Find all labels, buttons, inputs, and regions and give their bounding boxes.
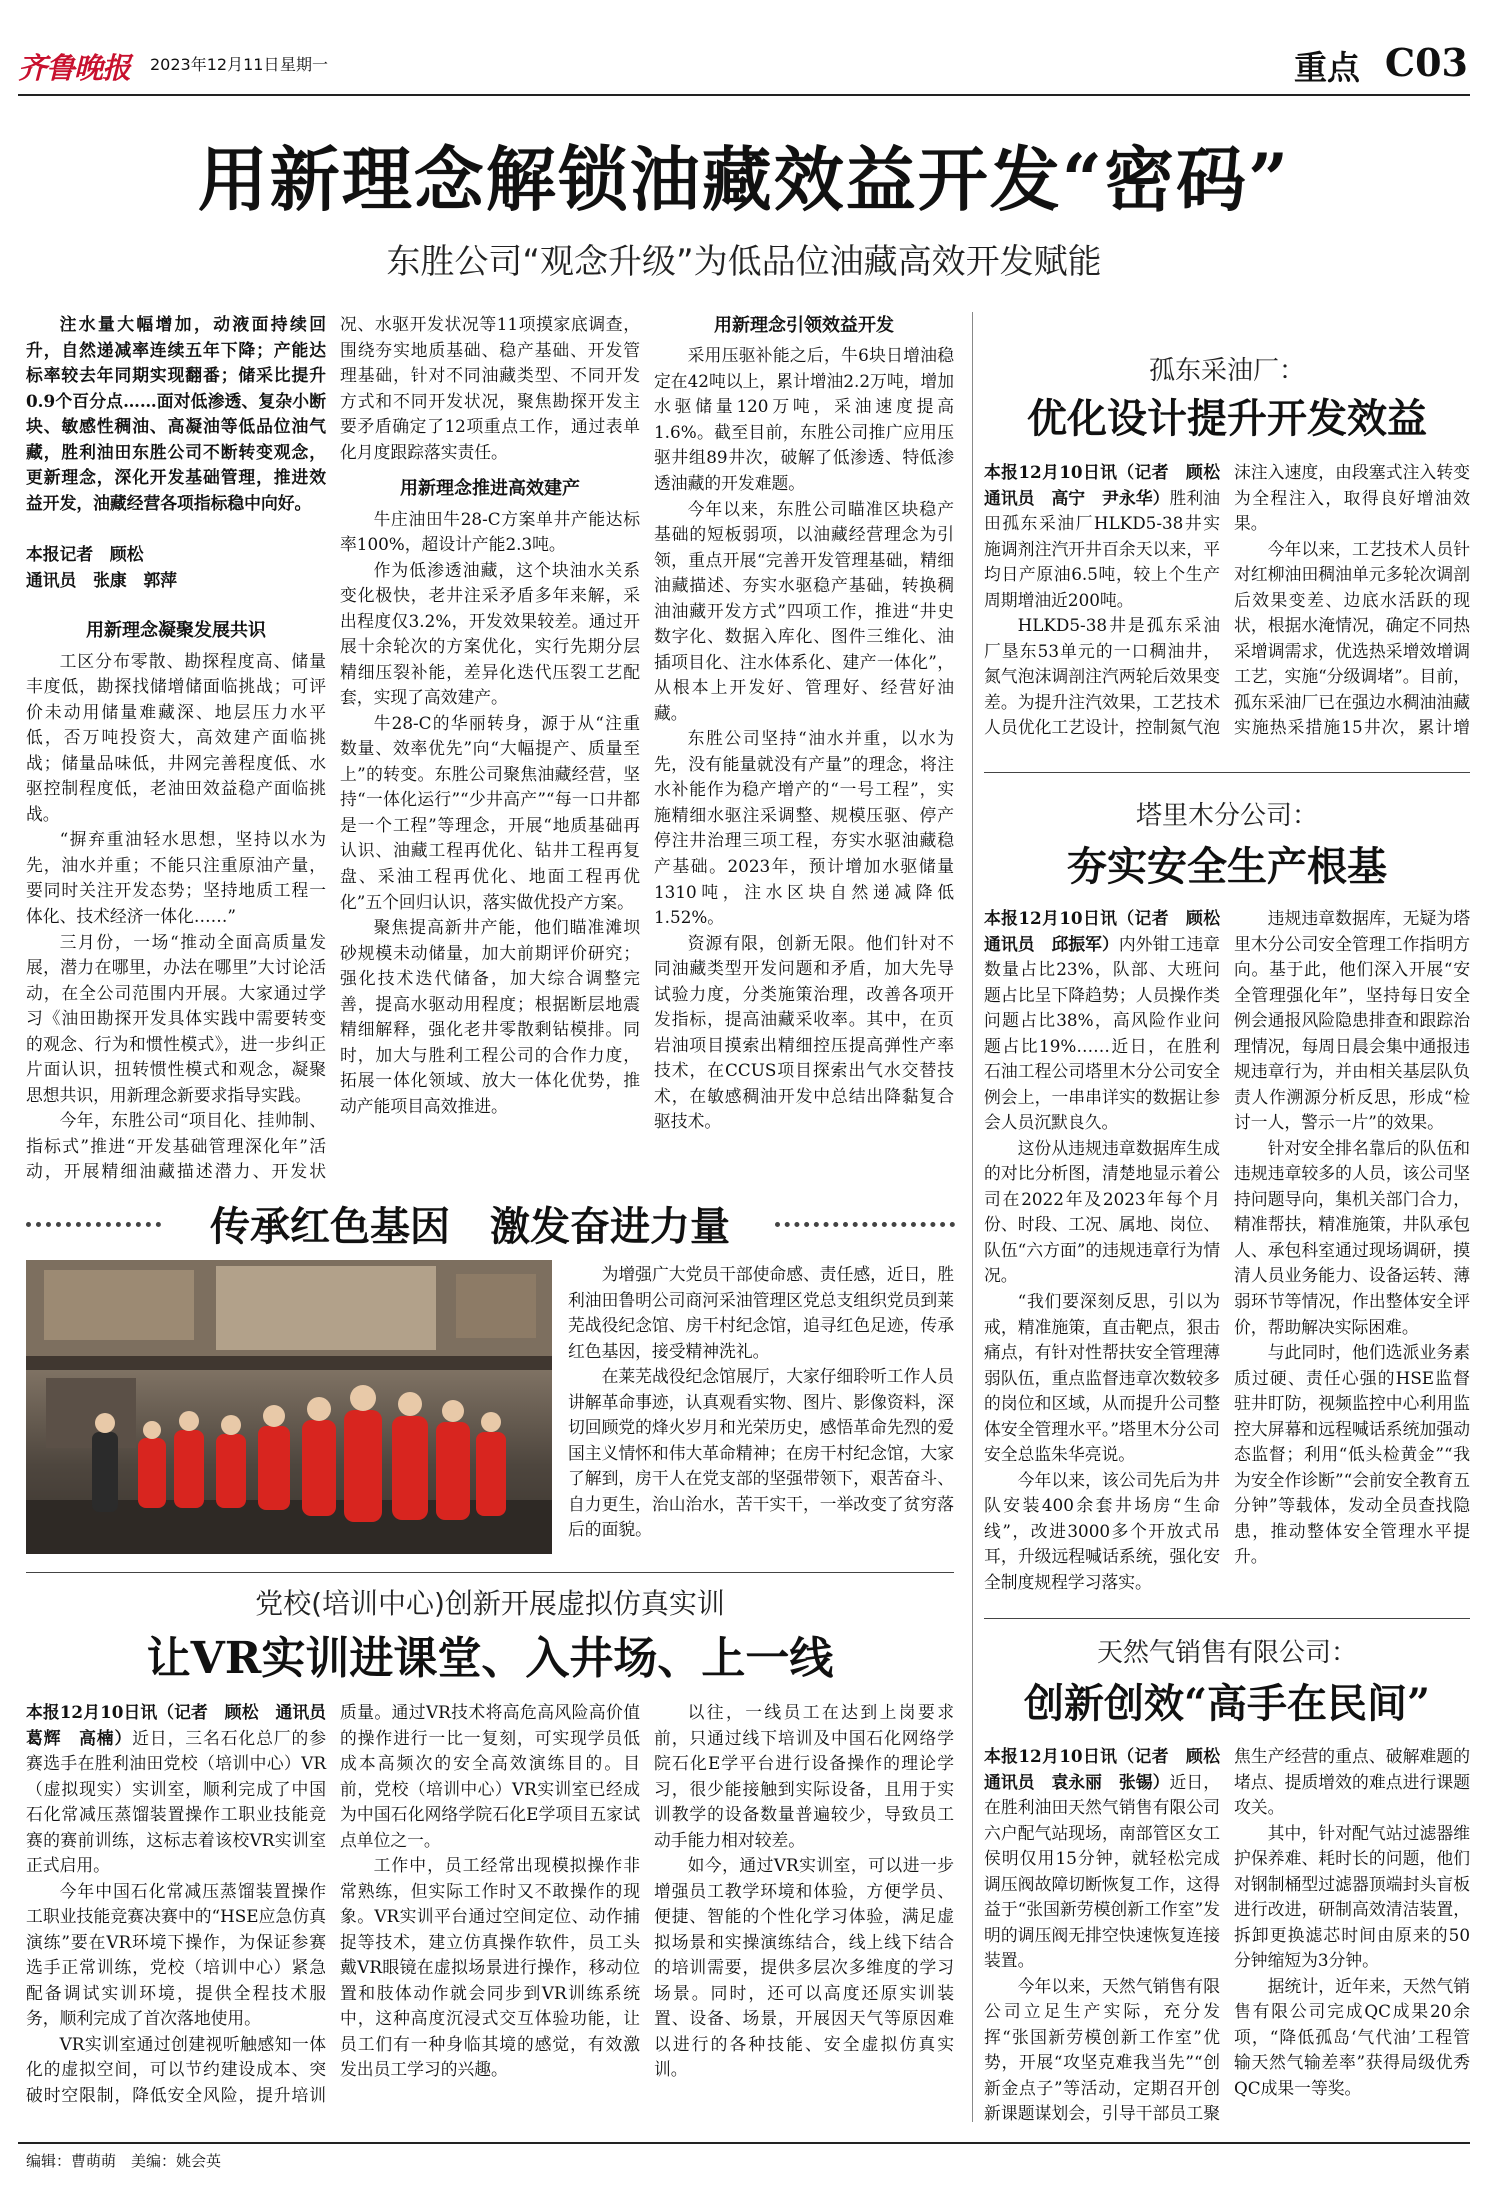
lead-headline: 用新理念解锁油藏效益开发“密码” bbox=[197, 138, 1291, 221]
section-rule bbox=[984, 1618, 1470, 1619]
talimu-headline: 夯实安全生产根基 bbox=[1067, 843, 1387, 890]
paragraph: 今年以来，天然气销售有限公司立足生产实际，充分发挥“张国新劳模创新工作室”优势，开展“攻坚克难我当先”“创新金点子”等活动，定期召开创新课题谋划会，引导干部员工聚焦生产经营的重点、破解难题的堵点、提质增效的难点进行课题攻关。 bbox=[984, 1746, 1470, 2124]
paragraph: 三月份，一场“推动全面高质量发展，潜力在哪里，办法在哪里”大讨论活动，在全公司范围内开展。大家通过学习《油田勘探开发具体实践中需要转变的观念、行为和惯性模式》，进一步纠正片面认识，扭转惯性模式和观念，凝聚思想共识，用新理念新要求指导实践。 bbox=[26, 931, 326, 1105]
gudong-headline: 优化设计提升开发效益 bbox=[1027, 395, 1427, 442]
issue-date: 2023年12月11日 bbox=[150, 55, 280, 74]
paragraph: 今年中国石化常减压蒸馏装置操作工职业技能竞赛决赛中的“HSE应急仿真演练”要在VR环境下操作，为保证参赛选手正常训练，党校（培训中心）紧急配备调试实训环境，提供全程技术服务，顺利完成了首次落地使用。 bbox=[26, 1880, 326, 2029]
vr-kicker: 党校(培训中心)创新开展虚拟仿真实训 bbox=[255, 1587, 725, 1620]
gudong-dateline: 本报12月10日讯（记者 顾松 通讯员 高宁 尹永华） bbox=[984, 462, 1237, 508]
paragraph: 牛庄油田牛28-C方案单井产能达标率100%，超设计产能2.3吨。 bbox=[340, 508, 640, 555]
paragraph: 据统计，近年来，天然气销售有限公司完成QC成果20余项，“降低孤岛‘气代油’工程管输天然气输差率”获得局级优秀QC成果一等奖。 bbox=[1234, 1975, 1470, 2098]
lead-byline-reporter: 本报记者 顾松 bbox=[26, 544, 144, 565]
paragraph: 聚焦提高新井产能，他们瞄准滩坝砂规模未动储量，加大前期评价研究；强化技术迭代储备，加大综合调整完善，提高水驱动用程度；根据断层地震精细解释，强化老井零散剩钻模排。同时，加大与胜利工程公司的合作力度，拓展一体化领域、放大一体化优势，推动产能项目高效推进。 bbox=[340, 917, 640, 1116]
paragraph: 针对安全排名靠后的队伍和违规违章较多的人员，该公司坚持问题导向，集机关部门合力，精准帮扶，精准施策，井队承包人、承包科室通过现场调研，摸清人员业务能力、设备运转、薄弱环节等情况，作出整体安全评价，帮助解决实际困难。 bbox=[1234, 1137, 1470, 1337]
paragraph: 东胜公司坚持“油水并重，以水为先，没有能量就没有产量”的理念，将注水补能作为稳产增产的“一号工程”，实施精细水驱注采调整、规模压驱、停产停注井治理三项工程，夯实水驱油藏稳产基础。2023年，预计增加水驱储量1310吨，注水区块自然递减降低1.52%。 bbox=[654, 728, 954, 928]
masthead-rule bbox=[18, 94, 1470, 96]
lead-article bbox=[26, 312, 954, 1197]
paragraph: 工作中，员工经常出现模拟操作非常熟练，但实际工作时又不敢操作的现象。VR实训平台通过空间定位、动作捕捉等技术，建立仿真操作软件，员工头戴VR眼镜在虚拟场景进行操作，移动位置和肢体动作就会同步到VR训练系统中，这种高度沉浸式交互体验功能，让员工们有一种身临其境的感觉，有效激发出员工学习的兴趣。 bbox=[340, 1855, 640, 2080]
red-headline: 传承红色基因 激发奋进力量 bbox=[210, 1203, 730, 1250]
paragraph: 作为低渗透油藏，这个块油水关系变化极快，老井注采矛盾多年来解，采出程度仅3.2%，开发效果较差。通过开展十余轮次的方案优化，实行先期分层精细压裂补能，差异化迭代压裂工艺配套，实现了高效建产。 bbox=[340, 559, 640, 708]
paragraph: 牛28-C的华丽转身，源于从“注重数量、效率优先”向“大幅提产、质量至上”的转变。东胜公司聚焦油藏经营，坚持“一体化运行”“少井高产”“每一口井都是一个工程”等理念，开展“地质基础再认识、油藏工程再优化、钻井工程再复盘、采油工程再优化、地面工程再优化”五个回归认识，落实做优投产方案。 bbox=[340, 712, 640, 912]
section-name: 重点 bbox=[1294, 48, 1360, 87]
section-heading: 用新理念凝聚发展共识 bbox=[86, 620, 266, 642]
lead-subtitle: 东胜公司“观念升级”为低品位油藏高效开发赋能 bbox=[386, 242, 1102, 282]
paragraph: 近日，三名石化总厂的参赛选手在胜利油田党校（培训中心）VR（虚拟现实）实训室，顺利完成了中国石化常减压蒸馏装置操作工职业技能竞赛的赛前训练，这标志着该校VR实训室正式启用。 bbox=[26, 1727, 326, 1876]
talimu-article bbox=[984, 906, 1470, 1612]
paragraph: 这份从违规违章数据库生成的对比分析图，清楚地显示着公司在2022年及2023年每个月份、时段、工况、属地、岗位、队伍“六方面”的违规违章行为情况。 bbox=[984, 1137, 1220, 1286]
issue-weekday: 星期一 bbox=[280, 55, 329, 74]
lead-byline-correspondents: 通讯员 张康 郭萍 bbox=[26, 569, 178, 590]
paragraph: 在莱芜战役纪念馆展厅，大家仔细聆听工作人员讲解革命事迹，认真观看实物、图片、影像资料，深切回顾党的烽火岁月和光荣历史，感悟革命先烈的爱国主义情怀和伟大革命精神；在房干村纪念馆，大家了解到，房干人在党支部的坚强带领下，艰苦奋斗、自力更生，治山治水，苦干实干，一举改变了贫穷落后的面貌。 bbox=[568, 1366, 954, 1540]
newspaper-logo[interactable]: 齐鲁晚报 bbox=[18, 51, 131, 85]
decorative-rule-left bbox=[26, 1222, 161, 1227]
paragraph: 今年以来，东胜公司瞄准区块稳产基础的短板弱项，以油藏经营理念为引领，重点开展“完善开发管理基础，精细油藏描述、夯实水驱稳产基础，转换稠油油藏开发方式”四项工作，推进“井史数字化、数据入库化、图件三维化、油插项目化、注水体系化、建产一体化”，从根本上开发好、管理好、经营好油藏。 bbox=[654, 498, 954, 723]
section-rule bbox=[26, 1572, 954, 1573]
paragraph: 为增强广大党员干部使命感、责任感，近日，胜利油田鲁明公司商河采油管理区党总支组织党员到莱芜战役纪念馆、房干村纪念馆，追寻红色足迹，传承红色基因，接受精神洗礼。 bbox=[568, 1264, 954, 1361]
column-divider bbox=[972, 312, 973, 2122]
lead-intro: 注水量大幅增加，动液面持续回升，自然递减率连续五年下降；产能达标率较去年同期实现翻番；储采比提升0.9个百分点……面对低渗透、复杂小断块、敏感性稠油、高凝油等低品位油气藏，胜利油田东胜公司不断转变观念，更新理念，深化开发基础管理，推进效益开发，油藏经营各项指标稳中向好。 bbox=[26, 314, 326, 513]
vr-headline: 让VR实训进课堂、入井场、上一线 bbox=[146, 1633, 834, 1684]
tianranqi-headline: 创新创效“高手在民间” bbox=[1023, 1680, 1430, 1727]
footer-rule bbox=[18, 2142, 1470, 2144]
paragraph: “我们要深刻反思，引以为戒，精准施策，直击靶点，狠击痛点，有针对性帮扶安全管理薄弱队伍，重点监督违章次数较多的岗位和区域，从而提升公司整体安全管理水平。”塔里木分公司安全总监朱华亮说。 bbox=[984, 1290, 1220, 1465]
museum-photo bbox=[26, 1260, 552, 1554]
decorative-rule-right bbox=[775, 1222, 955, 1227]
paragraph: 近日，在胜利油田天然气销售有限公司六户配气站现场，南部管区女工侯明仅用15分钟，就轻松完成调压阀故障切断恢复工作，这得益于“张国新劳模创新工作室”发明的调压阀无排空快速恢复连接装置。 bbox=[984, 1771, 1220, 1971]
vr-dateline: 本报12月10日讯（记者 顾松 通讯员 葛辉 高楠） bbox=[26, 1702, 343, 1748]
paragraph: 资源有限，创新无限。他们针对不同油藏类型开发问题和矛盾，加大先导试验力度，分类施策治理，改善各项开发指标，提高油藏采收率。其中，在页岩油项目摸索出精细控压提高弹性产率技术，在CCUS项目探索出气水交替技术，在敏感稠油开发中总结出降黏复合驱技术。 bbox=[654, 932, 954, 1132]
talimu-dateline: 本报12月10日讯（记者 顾松 通讯员 邱振军） bbox=[984, 908, 1237, 954]
paragraph: 违规违章数据库，无疑为塔里木分公司安全管理工作指明方向。基于此，他们深入开展“安全管理强化年”，坚持每日安全例会通报风险隐患排查和跟踪治理情况，每周日晨会集中通报违规违章行为，并由相关基层队负责人作溯源分析反思，形成“检讨一人，警示一片”的效果。 bbox=[1234, 908, 1470, 1133]
gudong-article bbox=[984, 460, 1470, 760]
section-heading: 用新理念推进高效建产 bbox=[400, 478, 580, 500]
paragraph: 以往，一线员工在达到上岗要求前，只通过线下培训及中国石化网络学院石化E学平台进行设备操作的理论学习，很少能接触到实际设备，且用于实训教学的设备数量普遍较少，导致员工动手能力相对较差。 bbox=[654, 1702, 954, 1850]
paragraph: 工区分布零散、勘探程度高、储量丰度低，勘探找储增储面临挑战；可评价未动用储量难藏深、地层压力水平低，否万吨投资大，高效建产面临挑战；储量品味低，井网完善程度低、水驱控制程度低，老油田效益稳产面临挑战。 bbox=[26, 650, 326, 824]
gudong-kicker: 孤东采油厂： bbox=[1148, 356, 1305, 386]
section-heading: 用新理念引领效益开发 bbox=[714, 315, 894, 336]
section-rule bbox=[984, 772, 1470, 773]
vr-article bbox=[26, 1700, 954, 2130]
photo-illustration bbox=[26, 1260, 552, 1554]
tianranqi-article bbox=[984, 1744, 1470, 2129]
talimu-kicker: 塔里木分公司： bbox=[1135, 801, 1318, 831]
paragraph: 胜利油田孤东采油厂HLKD5-38井实施调剂注汽开井百余天以来，平均日产原油6.5吨，较上个生产周期增油近200吨。 bbox=[984, 487, 1220, 610]
paragraph: 今年，东胜公司“项目化、挂帅制、指标式”推进“开发基础管理深化年”活动，开展精细油藏描述潜力、开发状况、水驱开发状况等11项摸家底调查，围绕夯实地质基础、稳产基础、开发管理基础，针对不同油藏类型、不同开发方式和不同开发状况，聚焦勘探开发主要矛盾确定了12项重点工作，通过表单化月度跟踪落实责任。 bbox=[26, 314, 640, 1182]
masthead bbox=[18, 40, 1470, 100]
paragraph: “摒弃重油轻水思想，坚持以水为先，油水并重；不能只注重原油产量，要同时关注开发态势；坚持地质工程一体化、技术经济一体化……” bbox=[26, 829, 326, 926]
paragraph: HLKD5-38井是孤东采油厂垦东53单元的一口稠油井，氮气泡沫调剖注汽两轮后效果变差。为提升注汽效果，工艺技术人员优化工艺设计，控制氮气泡沫注入速度，由段塞式注入转变为全程注入，取得良好增油效果。 bbox=[984, 462, 1470, 738]
paragraph: 今年以来，工艺技术人员针对红柳油田稠油单元多轮次调剖后效果变差、边底水活跃的现状，根据水淹情况，确定不同热采增调需求，优选热采增效增调工艺，实施“分级调堵”。目前，孤东采油厂已在强边水稠油油藏实施热采措施15井次，累计增 bbox=[1234, 538, 1470, 738]
page-number: C03 bbox=[1384, 40, 1468, 85]
editor-credit: 编辑：曹萌萌 美编：姚会英 bbox=[26, 2152, 222, 2170]
tianranqi-kicker: 天然气销售有限公司： bbox=[1096, 1638, 1357, 1668]
paragraph: 其中，针对配气站过滤器维护保养难、耗时长的问题，他们对钢制桶型过滤器顶端封头盲板进行改进，研制高效清洁装置，拆卸更换滤芯时间由原来的50分钟缩短为3分钟。 bbox=[1234, 1822, 1470, 1971]
paragraph: 采用压驱补能之后，牛6块日增油稳定在42吨以上，累计增油2.2万吨，增加水驱储量120万吨，采油速度提高1.6%。截至目前，东胜公司推广应用压驱井组89井次，破解了低渗透、特低渗透油藏的开发难题。 bbox=[654, 345, 954, 494]
tianranqi-dateline: 本报12月10日讯（记者 顾松 通讯员 袁永丽 张锡） bbox=[984, 1746, 1237, 1792]
paragraph: 内外钳工违章数量占比23%，队部、大班问题占比呈下降趋势；人员操作类问题占比38%，高风险作业问题占比19%……近日，在胜利石油工程公司塔里木分公司安全例会上，一串串详实的数据让参会人员沉默良久。 bbox=[984, 933, 1220, 1133]
paragraph: 今年以来，该公司先后为井队安装400余套井场房“生命线”，改进3000多个开放式吊耳，升级远程喊话系统，强化安全制度规程学习落实。 bbox=[984, 1469, 1220, 1592]
paragraph: 如今，通过VR实训室，可以进一步增强员工教学环境和体验，方便学员、便捷、智能的个性化学习体验，满足虚拟场景和实操演练结合，线上线下结合的培训需要，提供多层次多维度的学习场景。同时，还可以高度还原实训装置、设备、场景，开展因天气等原因难以进行的各种技能、安全虚拟仿真实训。 bbox=[654, 1855, 954, 2080]
red-article bbox=[568, 1262, 954, 1560]
paragraph: 与此同时，他们选派业务素质过硬、责任心强的HSE监督驻井盯防，视频监控中心利用监控大屏幕和远程喊话系统加强动态监督；利用“低头检黄金”“我为安全作诊断”“会前安全教育五分钟”等载体，发动全员查找隐患，推动整体安全管理水平提升。 bbox=[1234, 1342, 1470, 1567]
paragraph: VR实训室通过创建视听触感知一体化的虚拟空间，可以节约建设成本、突破时空限制，降低安全风险，提升培训质量。通过VR技术将高危高风险高价值的操作进行一比一复刻，可实现学员低成本高频次的安全高效演练目的。目前，党校（培训中心）VR实训室已经成为中国石化网络学院石化E学项目五家试点单位之一。 bbox=[26, 1702, 640, 2105]
